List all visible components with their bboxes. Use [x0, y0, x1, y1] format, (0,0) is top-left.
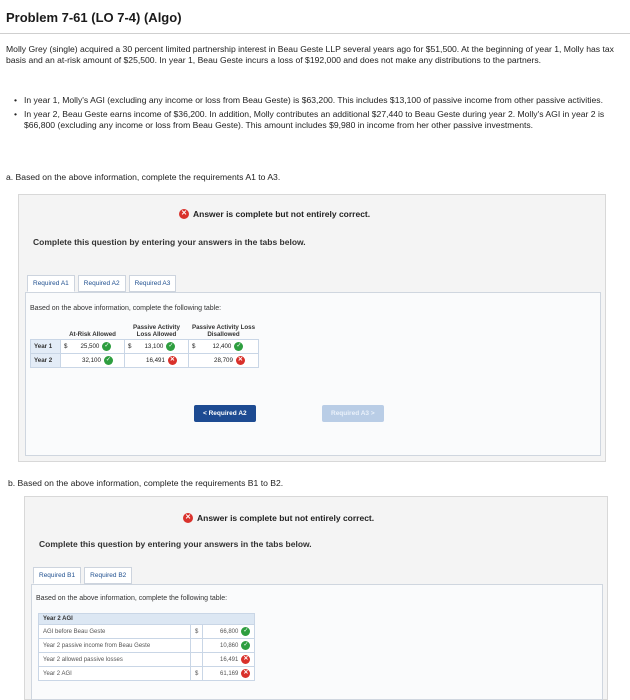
correct-icon: ✓: [236, 343, 242, 349]
facts-list: [14, 95, 614, 134]
part-a-table-intro: Based on the above information, complete the following table:: [30, 305, 222, 312]
table-row: [31, 340, 259, 354]
fact-year1: • In year 1, Molly's AGI (excluding any income or loss from Beau Geste) is $63,200. This includes $13,100 of passive income from other passive activities.: [14, 95, 614, 106]
correct-icon: ✓: [243, 628, 249, 634]
fact-year2: • In year 2, Beau Geste earns income of $36,200. In addition, Molly contributes an additional $27,440 to Beau Geste during year 2. Molly's AGI in year 2 is $66,800 (excluding any income or loss from Beau Geste). This amount includes $9,980 in income from her other passive investments.: [14, 109, 614, 131]
table-row: Year 2 allowed passive losses 16,491 ✕: [39, 653, 255, 667]
title-divider: [0, 33, 630, 34]
pal-disallowed-year1-cell[interactable]: $ 12,400 ✓: [189, 340, 259, 354]
col-pal-allowed: Passive Activity Loss Allowed: [133, 324, 180, 338]
part-b-content: [31, 584, 603, 700]
row-label: Year 1: [31, 340, 61, 354]
col-at-risk-allowed: At-Risk Allowed: [69, 331, 116, 338]
year2-agi-header: Year 2 AGI: [39, 614, 255, 625]
incorrect-icon: ✕: [169, 357, 175, 363]
pal-allowed-year2-cell[interactable]: 16,491 ✕: [125, 354, 189, 368]
table-row: Year 2 passive income from Beau Geste 10,860 ✓: [39, 639, 255, 653]
pal-disallowed-year2-cell[interactable]: 28,709 ✕: [189, 354, 259, 368]
part-a-instruction: Complete this question by entering your answers in the tabs below.: [33, 237, 306, 247]
incorrect-icon: ✕: [179, 209, 189, 219]
requirement-b-text: b. Based on the above information, complete the requirements B1 to B2.: [8, 478, 284, 488]
part-a-panel: [18, 194, 606, 462]
correct-icon: ✓: [104, 343, 110, 349]
agi-before-cell[interactable]: 66,800 ✓: [203, 625, 255, 639]
table-row: [31, 354, 259, 368]
tab-required-b2[interactable]: Required B2: [84, 567, 132, 584]
col-pal-disallowed: Passive Activity Loss Disallowed: [191, 324, 256, 338]
row-label: Year 2: [31, 354, 61, 368]
correct-icon: ✓: [243, 642, 249, 648]
prev-required-a2-button[interactable]: < Required A2: [194, 405, 256, 422]
table-row: AGI before Beau Geste $ 66,800 ✓: [39, 625, 255, 639]
year2-agi-cell[interactable]: 61,169 ✕: [203, 667, 255, 681]
correct-icon: ✓: [168, 343, 174, 349]
part-b-table-intro: Based on the above information, complete the following table:: [36, 595, 228, 602]
part-b-panel: [24, 496, 608, 700]
at-risk-table: [30, 323, 259, 368]
part-a-tabs: [27, 275, 176, 292]
table-row: Year 2 AGI $ 61,169 ✕: [39, 667, 255, 681]
incorrect-icon: ✕: [243, 656, 249, 662]
part-b-tabs: [33, 567, 132, 584]
incorrect-icon: ✕: [237, 357, 243, 363]
problem-title: Problem 7-61 (LO 7-4) (Algo): [6, 10, 182, 25]
part-b-status: ✕ Answer is complete but not entirely correct.: [183, 513, 374, 523]
incorrect-icon: ✕: [243, 670, 249, 676]
problem-intro: Molly Grey (single) acquired a 30 percent limited partnership interest in Beau Geste LLP several years ago for $51,500. At the beginning of year 1, Molly has tax basis and an at-risk amount of $25,500. In year 1, Beau Geste incurs a loss of $192,000 and does not make any distributions to the partners.: [6, 44, 614, 65]
part-a-content: [25, 292, 601, 456]
passive-income-cell[interactable]: 10,860 ✓: [203, 639, 255, 653]
at-risk-year2-cell[interactable]: 32,100 ✓: [61, 354, 125, 368]
at-risk-year1-cell[interactable]: $ 25,500 ✓: [61, 340, 125, 354]
tab-required-a3[interactable]: Required A3: [129, 275, 177, 292]
part-a-status: ✕ Answer is complete but not entirely correct.: [179, 209, 370, 219]
tab-required-b1[interactable]: Required B1: [33, 567, 81, 584]
correct-icon: ✓: [105, 357, 111, 363]
pal-allowed-year1-cell[interactable]: $ 13,100 ✓: [125, 340, 189, 354]
tab-required-a2[interactable]: Required A2: [78, 275, 126, 292]
next-required-a3-button[interactable]: Required A3 >: [322, 405, 384, 422]
part-b-instruction: Complete this question by entering your answers in the tabs below.: [39, 539, 312, 549]
requirement-a-text: a. Based on the above information, complete the requirements A1 to A3.: [6, 172, 281, 182]
year2-agi-table: [38, 613, 255, 681]
incorrect-icon: ✕: [183, 513, 193, 523]
allowed-losses-cell[interactable]: 16,491 ✕: [203, 653, 255, 667]
tab-required-a1[interactable]: Required A1: [27, 275, 75, 292]
